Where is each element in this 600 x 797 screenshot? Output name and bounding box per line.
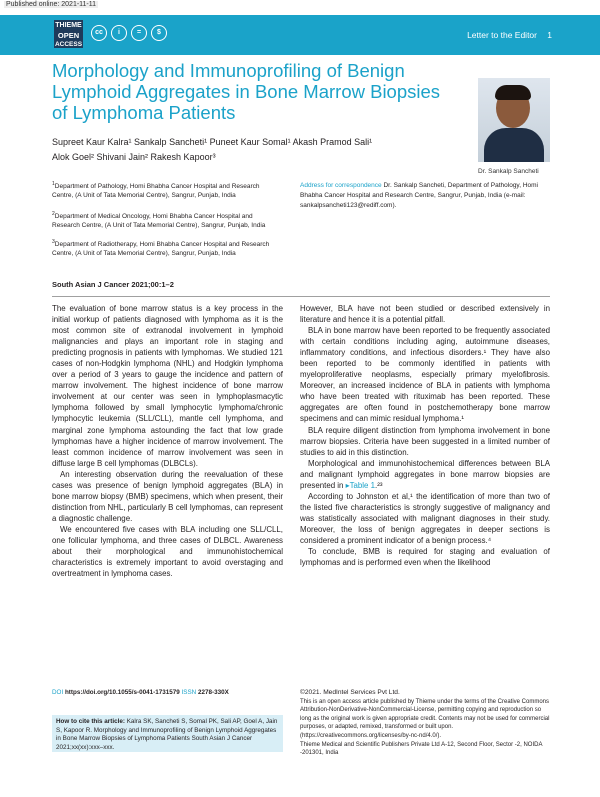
right-paragraph-2: BLA in bone marrow have been reported to be frequently associated with certain conditions including aging, autoimmune diseases, inflammatory conditions, and infectious disorders.¹ They have also been reported to be commonly identified in patients with myeloproliferative neoplasms, especially primary myelofibrosis. Moreover, an increased incidence of BLA in patients with lymphoma who have been treated with rituximab has been reported. These aggregates are often found in postchemotherapy bone marrow specimens and can mimic residual lymphoma.¹ <box>300 326 550 424</box>
right-paragraph-6: To conclude, BMB is required for staging and evaluation of lymphomas and is performed even when the likelihood <box>300 547 550 568</box>
affiliation-1-num: 1 <box>52 181 55 187</box>
right-paragraph-1: However, BLA have not been studied or described extensively in literature and hence it is a potential pitfall. <box>300 304 550 325</box>
affiliation-1 <box>52 180 282 201</box>
affiliation-2-text: Department of Medical Oncology, Homi Bhabha Cancer Hospital and Research Centre, (A Unit of Tata Memorial Centre), Sangrur, Punjab, India <box>52 213 266 230</box>
copyright-line: ©2021. MedIntel Services Pvt Ltd. <box>300 689 400 696</box>
author-photo <box>478 78 550 162</box>
affiliation-3-num: 3 <box>52 239 55 245</box>
license-text: This is an open access article published by Thieme under the terms of the Creative Commons Attribution-NonDerivative-NonCommercial-License, permitting copying and reproduction so long as the original work is given appropriate credit. Contents may not be used for commercial purposes, or adapted, remixed, transformed or built upon. (https://creativecommons.org/licenses/by-nc-nd/4.0/). <box>300 698 550 739</box>
affiliation-2 <box>52 210 282 231</box>
page-number: 1 <box>547 30 552 40</box>
left-paragraph-2: An interesting observation during the reevaluation of these cases was presence of benign lymphoid aggregates (BLA) in bone marrow biopsy (BMB) specimens, which when present, their distinction from NHL, particularly B cell lymphomas, can represent a diagnostic challenge. <box>52 469 283 523</box>
issn-value: 2278-330X <box>197 689 229 696</box>
right-paragraph-4-b: .²³ <box>375 480 383 490</box>
affiliation-1-text: Department of Pathology, Homi Bhabha Cancer Hospital and Research Centre, (A Unit of Tata Memorial Centre), Sangrur, Punjab, India <box>52 183 260 200</box>
published-stamp: Published online: 2021-11-11 <box>6 1 97 8</box>
logo-line1: THIEME <box>55 22 82 29</box>
article-type-label: Letter to the Editor <box>467 30 537 40</box>
left-paragraph-3: We encountered five cases with BLA including one SLL/CLL, one follicular lymphoma, and three cases of DLBCL. Awareness about their morphological and immunohistochemical characteristics is extremely important to avoid overstaging and overtreatment in lymphoma cases. <box>52 524 283 579</box>
no-derivatives-icon: = <box>131 25 147 41</box>
right-paragraph-4-a: Morphological and immunohistochemical differences between BLA and malignant lymphoid aggregates in bone marrow biopsies are presented in <box>300 458 550 490</box>
cc-license-icon: cc <box>91 25 107 41</box>
how-to-cite-label: How to cite this article: <box>56 718 125 725</box>
how-to-cite-box <box>52 715 283 752</box>
affiliation-2-num: 2 <box>52 211 55 217</box>
photo-caption: Dr. Sankalp Sancheti <box>478 168 539 175</box>
right-paragraph-3: BLA require diligent distinction from lymphoma involvement in bone marrow biopsies. Criteria have been suggested in a limited number of studies to aid in this distinction. <box>300 425 550 457</box>
doi-line <box>52 689 229 696</box>
right-paragraph-5: According to Johnston et al,¹ the identification of more than two of the listed five characteristics is strongly suggestive of malignancy and was statistically associated with malignant diagnoses in their study. Moreover, the loss of benign aggregates in deeper sections is considered a prominent indicator of a benign process.⁴ <box>300 491 550 545</box>
logo-line3: ACCESS <box>54 41 83 48</box>
correspondence <box>300 181 550 210</box>
journal-citation: South Asian J Cancer 2021;00:1–2 <box>52 280 174 289</box>
table-1-link[interactable]: ▸Table 1 <box>345 480 376 490</box>
authors-line-1: Supreet Kaur Kalra¹ Sankalp Sancheti¹ Puneet Kaur Somal¹ Akash Pramod Sali¹ <box>52 137 373 147</box>
affiliation-3 <box>52 238 282 259</box>
thieme-open-access-logo <box>54 20 83 48</box>
correspondence-text: Dr. Sankalp Sancheti, Department of Pathology, Homi Bhabha Cancer Hospital and Research Centre, Sangrur, Punjab, India (e-mail: sankalpsancheti123@rediff.com). <box>300 182 538 209</box>
issn-label: ISSN <box>181 689 197 696</box>
doi-link[interactable]: https://doi.org/10.1055/s-0041-1731579 <box>64 689 180 696</box>
doi-label: DOI <box>52 689 64 696</box>
divider <box>52 296 550 297</box>
correspondence-label: Address for correspondence <box>300 182 382 189</box>
left-column <box>52 303 283 579</box>
copyright-block <box>300 689 550 758</box>
right-column <box>300 303 550 568</box>
article-title: Morphology and Immunoprofiling of Benign Lymphoid Aggregates in Bone Marrow Biopsies of Lymphoma Patients <box>52 60 441 123</box>
logo-line2: OPEN <box>57 31 80 40</box>
left-paragraph-1: The evaluation of bone marrow status is a key process in the initial workup of patients diagnosed with lymphoma as it is the most common site of extranodal involvement in lymphoid malignancies and plays an important role in staging and predicting prognosis in patients with lymphomas. We studied 121 cases of non-Hodgkin lymphoma (NHL) and Hodgkin lymphoma over a period of 3 years to gauge the incidence and pattern of marrow involvement. The highest incidence of bone marrow involvement at our center was seen in lymphoplasmacytic lymphoma followed by small lymphocytic lymphoma/chronic lymphocytic leukemia (SLL/CLL), mantle cell lymphoma, and marginal zone lymphoma astounding the fact that low grade lymphomas have a higher incidence of marrow involvement. The least common incidence of marrow involvement was seen in diffuse large B cell lymphomas (DLBCLs). <box>52 304 283 468</box>
non-commercial-icon: $ <box>151 25 167 41</box>
affiliation-3-text: Department of Radiotherapy, Homi Bhabha Cancer Hospital and Research Centre, (A Unit of Tata Memorial Centre), Sangrur, Punjab, India <box>52 241 270 258</box>
publisher-address: Thieme Medical and Scientific Publishers Private Ltd A-12, Second Floor, Sector -2, NOIDA -201301, India <box>300 741 543 757</box>
attribution-icon: i <box>111 25 127 41</box>
how-to-cite-text: Kalra SK, Sancheti S, Somal PK, Sali AP, Goel A, Jain S, Kapoor R. Morphology and Immunoprofiling of Benign Lymphoid Aggregates in Bone Marrow Biopsies of Lymphoma Patients South Asian J Cancer 2021;xx(xx):xxx–xxx. <box>56 718 278 752</box>
right-paragraph-4 <box>300 458 550 491</box>
authors-line-2: Alok Goel² Shivani Jain² Rakesh Kapoor³ <box>52 152 216 162</box>
